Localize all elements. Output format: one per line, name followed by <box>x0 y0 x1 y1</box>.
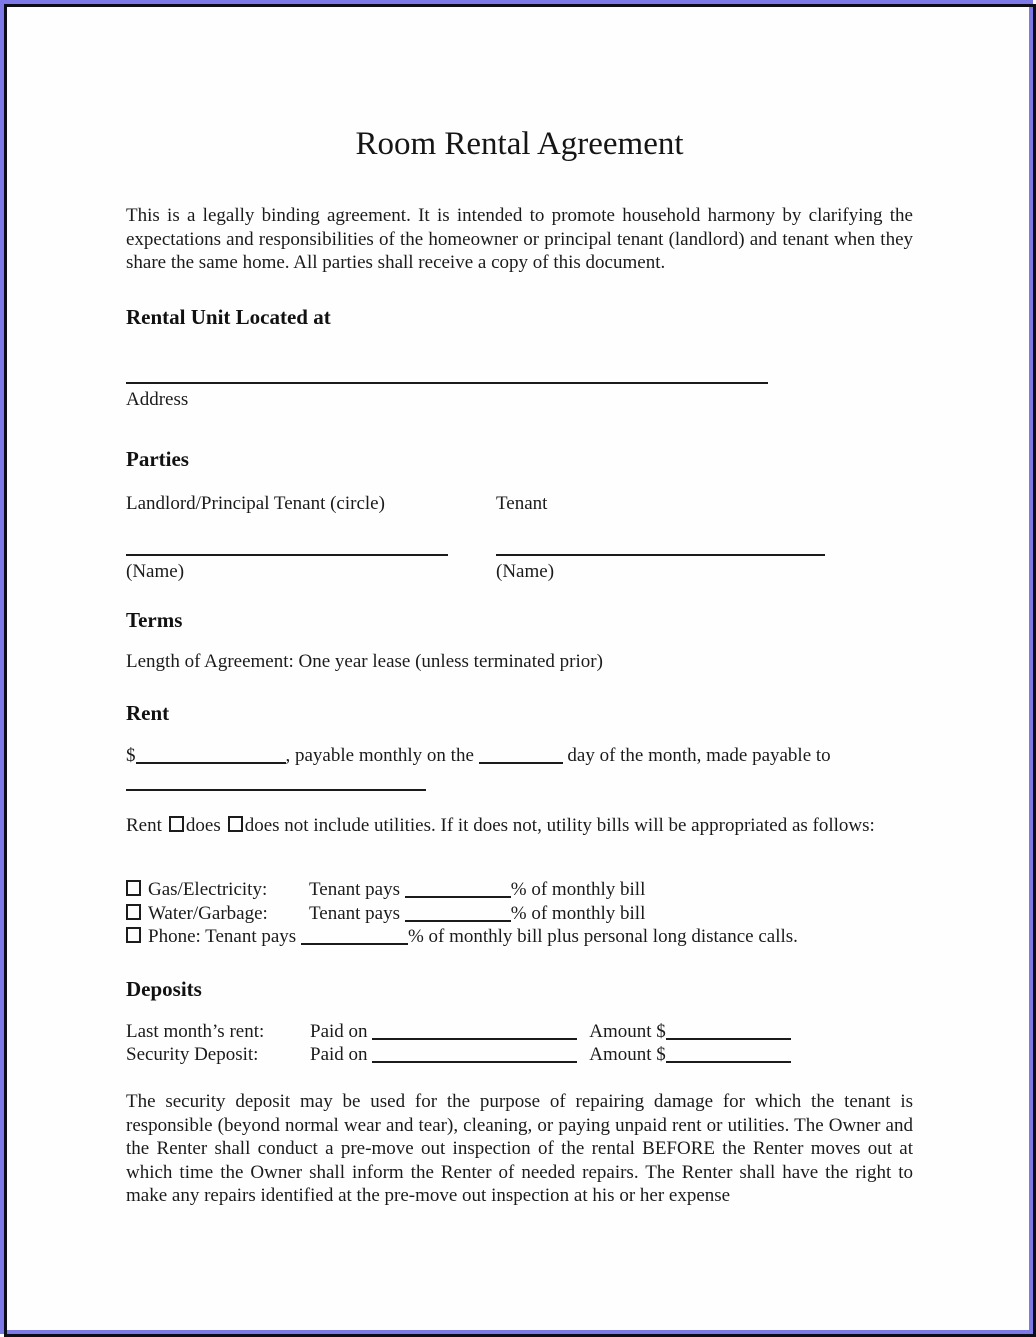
rent-day-blank[interactable] <box>479 748 563 764</box>
rent-does-not-label: does not include utilities. If it does not, utility bills will be appropriated as follows: <box>244 815 875 836</box>
security-deposit-label: Security Deposit: <box>126 1044 259 1065</box>
parties-labels-row <box>126 492 913 516</box>
name-labels-row <box>126 560 913 584</box>
gas-suffix-text: % of monthly bill <box>510 879 646 900</box>
security-deposit-policy: The security deposit may be used for the purpose of repairing damage for which the tenant is responsible (beyond normal wear and tear), cleaning, or paying unpaid rent or utilities. The Owner and the Renter shall conduct a pre-move out inspection of the rental BEFORE the Renter moves out at which time the Owner shall inform the Renter of needed repairs. The Renter shall have the right to make any repairs identified at the pre-move out inspection at his or her expense <box>126 1091 913 1206</box>
intro-paragraph: This is a legally binding agreement. It is intended to promote household harmony by clarifying the expectations and responsibilities of the homeowner or principal tenant (landlord) and tenant when they share the same home. All parties shall receive a copy of this document. <box>126 205 913 273</box>
rent-heading: Rent <box>126 701 170 725</box>
rent-includes-pre: Rent <box>126 815 162 836</box>
gas-electricity-label: Gas/Electricity: <box>148 879 268 900</box>
phone-suffix-text: % of monthly bill plus personal long distance calls. <box>407 926 798 947</box>
utility-row-gas <box>126 878 913 902</box>
last-month-amount-label: Amount $ <box>589 1021 666 1042</box>
tenant-name-blank-line[interactable] <box>496 554 825 556</box>
rent-does-not-checkbox[interactable] <box>228 816 243 832</box>
parties-heading: Parties <box>126 447 189 471</box>
rent-amount-blank[interactable] <box>136 748 286 764</box>
tenant-name-label: (Name) <box>496 561 555 582</box>
gas-tenant-pays-text: Tenant pays <box>309 879 401 900</box>
water-garbage-label: Water/Garbage: <box>148 903 268 924</box>
phone-percent-blank[interactable] <box>301 929 408 945</box>
last-month-paid-blank[interactable] <box>372 1024 577 1040</box>
landlord-name-blank-line[interactable] <box>126 554 448 556</box>
rent-payable-text: , payable monthly on the <box>285 745 474 766</box>
phone-checkbox[interactable] <box>126 927 141 943</box>
gas-percent-blank[interactable] <box>405 882 511 898</box>
water-tenant-pays-text: Tenant pays <box>309 903 401 924</box>
security-amount-blank[interactable] <box>666 1047 791 1063</box>
address-label: Address <box>126 389 189 410</box>
deposit-row-security <box>126 1043 913 1067</box>
security-paid-label: Paid on <box>310 1044 368 1065</box>
rent-payee-blank-line[interactable] <box>126 789 426 791</box>
last-month-amount-blank[interactable] <box>666 1024 791 1040</box>
security-amount-label: Amount $ <box>589 1044 666 1065</box>
rent-amount-line <box>126 744 913 768</box>
rent-does-checkbox[interactable] <box>169 816 184 832</box>
water-suffix-text: % of monthly bill <box>510 903 646 924</box>
tenant-label: Tenant <box>496 493 548 514</box>
last-month-rent-label: Last month’s rent: <box>126 1021 265 1042</box>
rent-day-text: day of the month, made payable to <box>567 745 831 766</box>
terms-length-text: Length of Agreement: One year lease (unless terminated prior) <box>126 651 603 672</box>
deposits-heading: Deposits <box>126 977 202 1001</box>
water-garbage-checkbox[interactable] <box>126 904 141 920</box>
rent-includes-line <box>126 814 896 838</box>
deposit-row-last-month <box>126 1020 913 1044</box>
utility-row-phone <box>126 925 913 949</box>
utility-row-water <box>126 902 913 926</box>
page-title: Room Rental Agreement <box>355 126 684 162</box>
phone-pre-text: Phone: Tenant pays <box>148 926 297 947</box>
rent-does-label: does <box>185 815 221 836</box>
gas-electricity-checkbox[interactable] <box>126 880 141 896</box>
landlord-name-label: (Name) <box>126 561 185 582</box>
landlord-label: Landlord/Principal Tenant (circle) <box>126 493 385 514</box>
currency-symbol: $ <box>126 745 136 766</box>
terms-heading: Terms <box>126 608 183 632</box>
address-blank-line[interactable] <box>126 382 768 384</box>
security-paid-blank[interactable] <box>372 1047 577 1063</box>
last-month-paid-label: Paid on <box>310 1021 368 1042</box>
water-percent-blank[interactable] <box>405 906 511 922</box>
rental-unit-heading: Rental Unit Located at <box>126 305 331 329</box>
